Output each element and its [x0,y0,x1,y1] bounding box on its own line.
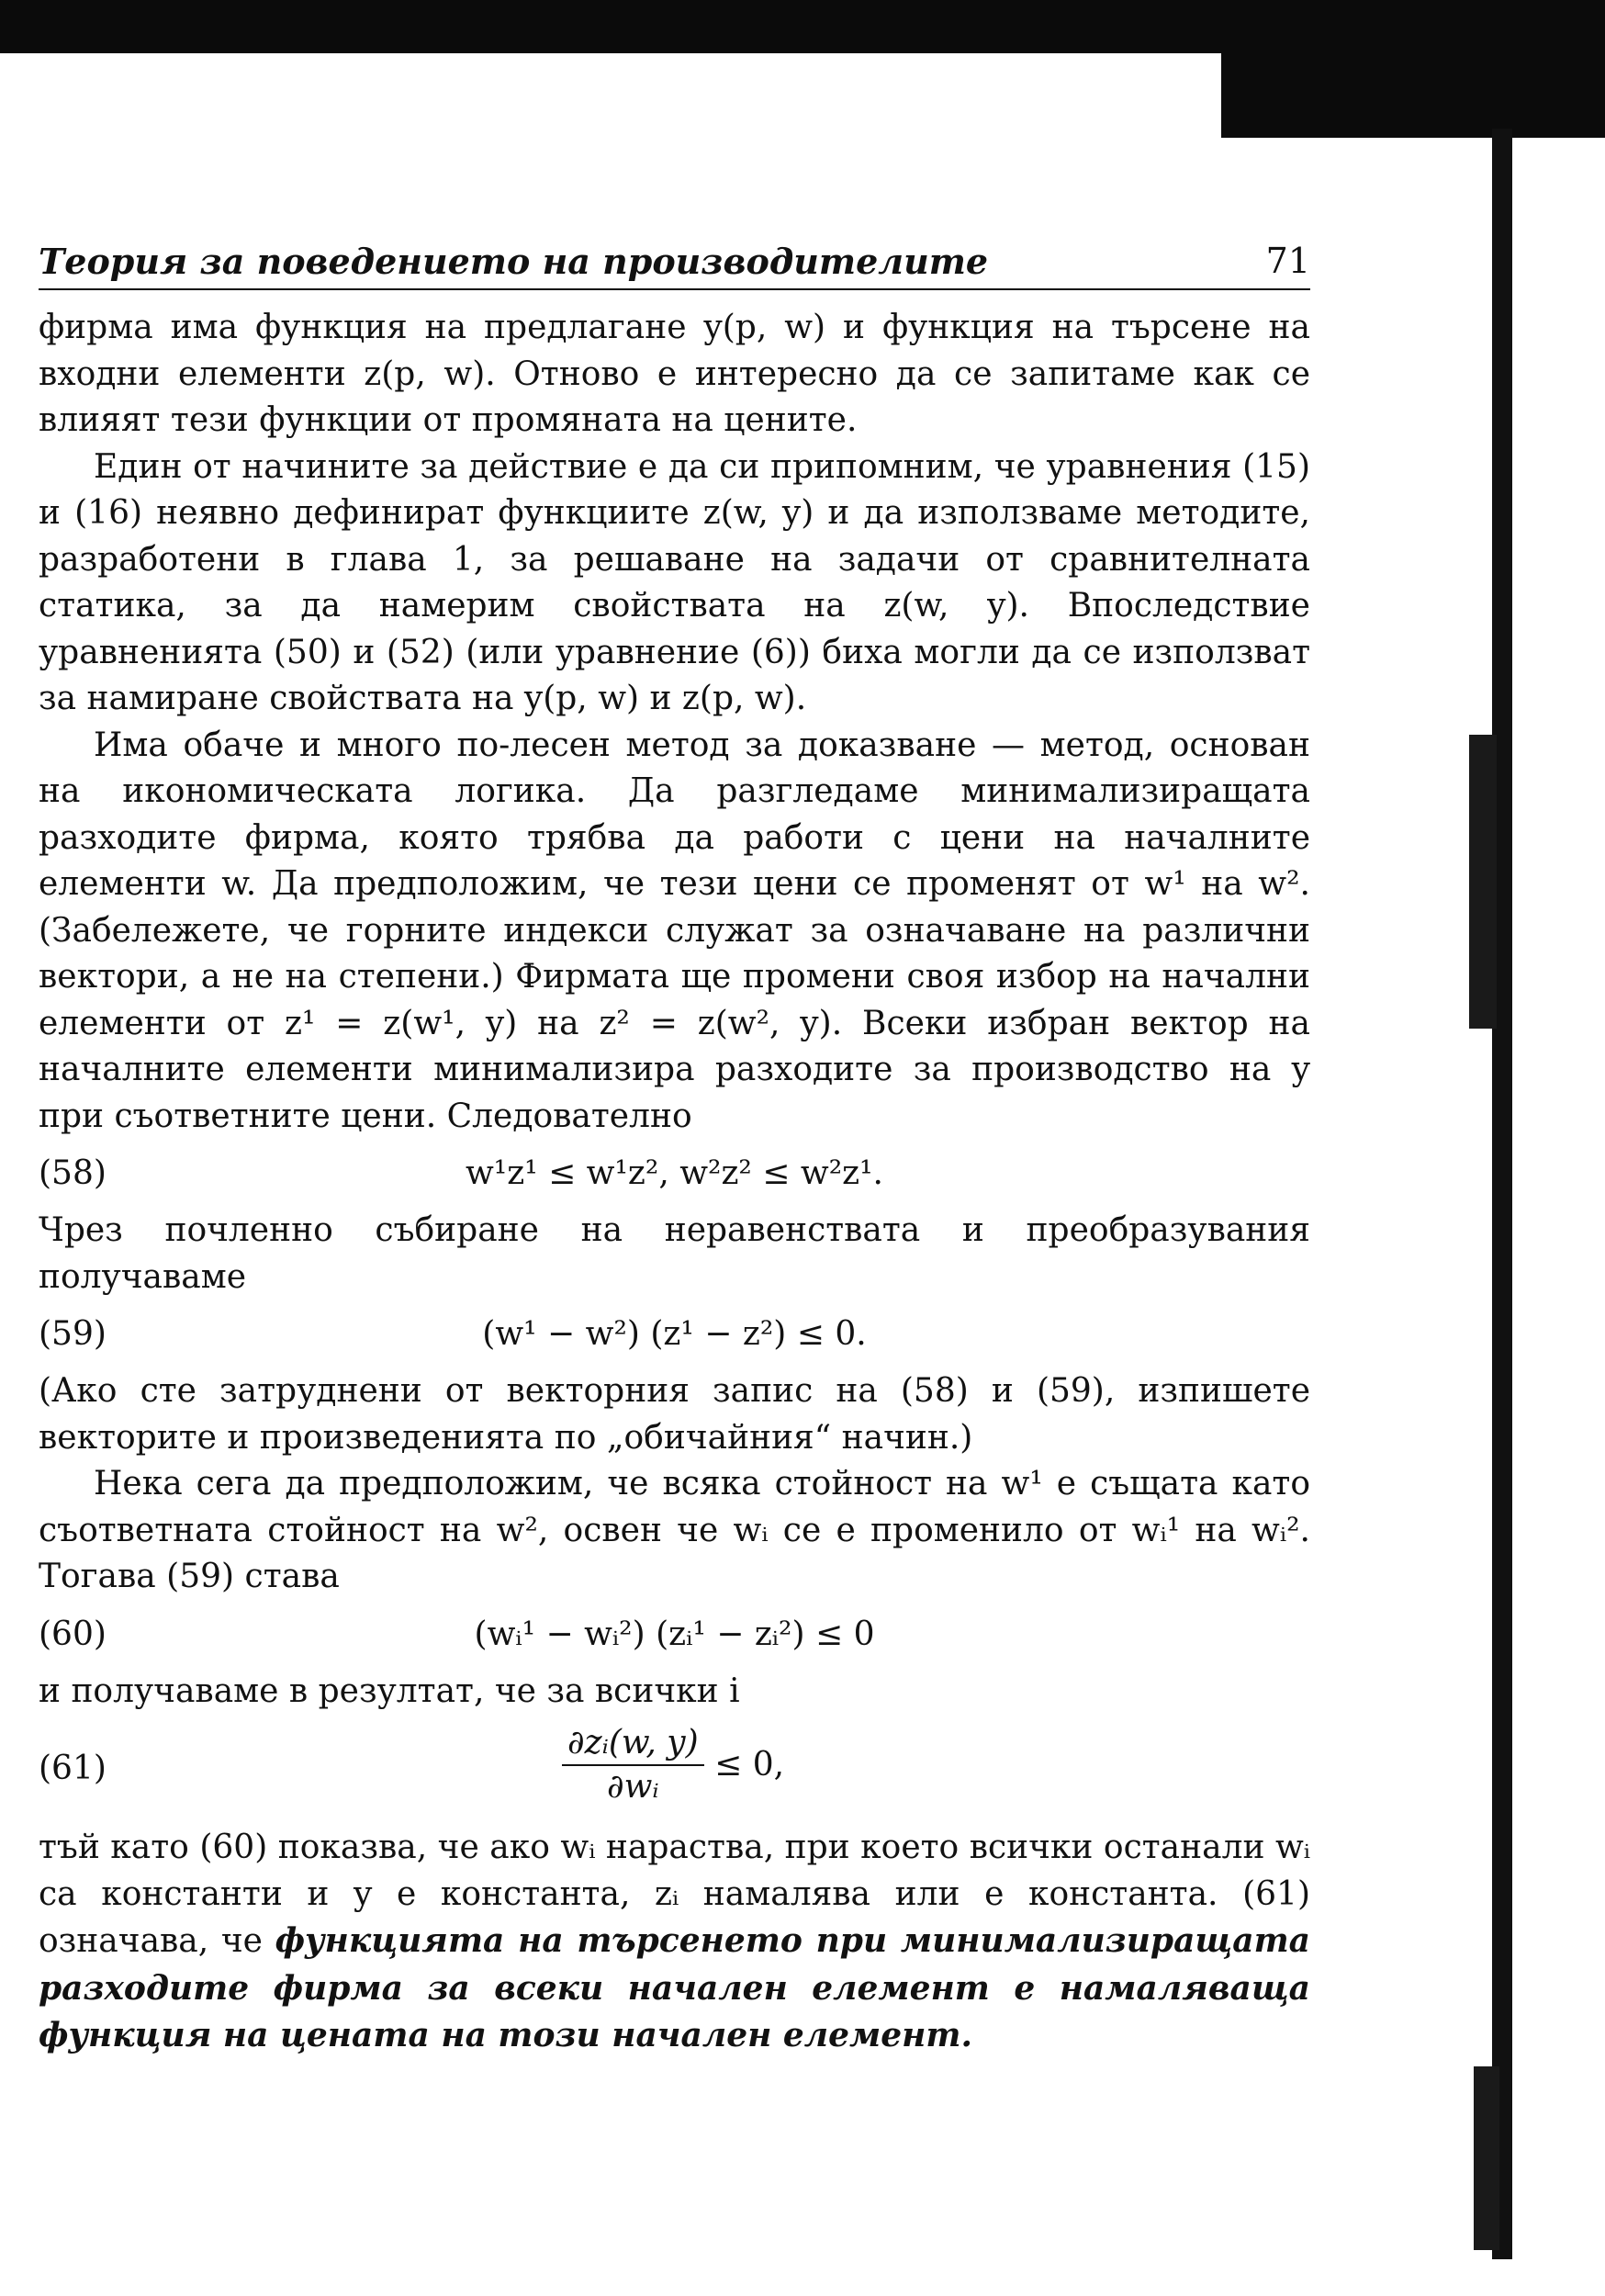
paragraph [39,1825,1310,2060]
page [39,241,1310,2060]
scan-mark [1469,735,1497,1029]
page-number: 71 [1265,241,1310,281]
equation-body: (w¹ − w²) (z¹ − z²) ≤ 0. [482,1315,867,1353]
equation-number: (61) [39,1750,107,1787]
scan-border-right [1492,129,1512,2259]
equation-number: (60) [39,1615,107,1653]
paragraph: Нека сега да предположим, че всяка стойност на w¹ е същата като съответната стойност на w², освен че wᵢ се е променило от wᵢ¹ на wᵢ². Тогава (59) става [39,1465,1310,1595]
fraction-denominator: ∂wᵢ [607,1768,659,1806]
scan-border-top-right [1221,37,1605,138]
paragraph: Има обаче и много по-лесен метод за доказване — метод, основан на икономическата логика. Да разгледаме минимализиращата разходите фирма, която трябва да работи с цени на началните елементи w. Да предположим, че тези цени се променят от w¹ на w². (Забележете, че горните индекси служат за означаване на различни вектори, а не на степени.) Фирмата ще промени своя избор на начални елементи от z¹ = z(w¹, y) на z² = z(w², y). Всеки избран вектор на началните елементи минимализира разходите за производство на y при съответните цени. Следователно [39,726,1310,1135]
equation-body: (wᵢ¹ − wᵢ²) (zᵢ¹ − zᵢ²) ≤ 0 [474,1615,875,1653]
inequality-rest: ≤ 0, [714,1746,785,1784]
fraction [562,1722,704,1808]
paragraph: Чрез почленно събиране на неравенствата и преобразувания получаваме [39,1211,1310,1296]
running-header [39,241,1310,290]
paragraph: фирма има функция на предлагане y(p, w) и функция на търсене на входни елементи z(p, w). Отново е интересно да се запитаме как се влияят тези функции от промяната на цените. [39,309,1310,439]
equation-body: w¹z¹ ≤ w¹z², w²z² ≤ w²z¹. [465,1154,883,1192]
fraction-expression [562,1722,784,1808]
equation-61 [39,1715,1310,1825]
equation-58 [39,1140,1310,1208]
equation-number: (58) [39,1154,107,1192]
paragraph: (Ако сте затруднени от векторния запис на (58) и (59), изпишете векторите и произведенията по „обичайния“ начин.) [39,1372,1310,1457]
equation-60 [39,1601,1310,1669]
paragraph-emphasis: функцията на търсенето при минимализиращата разходите фирма за всеки начален елемент е намаляваща функция на цената на този начален елемент. [39,1921,1310,2054]
header-title: Теория за поведението на производителите [39,241,989,282]
fraction-numerator: ∂zᵢ(w, y) [562,1722,704,1766]
paragraph: и получаваме в резултат, че за всички i [39,1671,740,1710]
scan-mark [1474,2066,1499,2250]
paragraph-plain: тъй като (60) показва, че ако wᵢ нараства, при което всички останали wᵢ са константи и y е константа, zᵢ намалява или е константа. (61) означава, че [39,1829,1310,1960]
equation-59 [39,1300,1310,1368]
body-text [39,305,1310,2060]
equation-number: (59) [39,1315,107,1353]
paragraph: Един от начините за действие е да си припомним, че уравнения (15) и (16) неявно дефинират функциите z(w, y) и да използваме методите, разработени в глава 1, за решаване на задачи от сравнителната статика, за да намерим свойствата на z(w, y). Впоследствие уравненията (50) и (52) (или уравнение (6)) биха могли да се използват за намиране свойствата на y(p, w) и z(p, w). [39,447,1310,717]
